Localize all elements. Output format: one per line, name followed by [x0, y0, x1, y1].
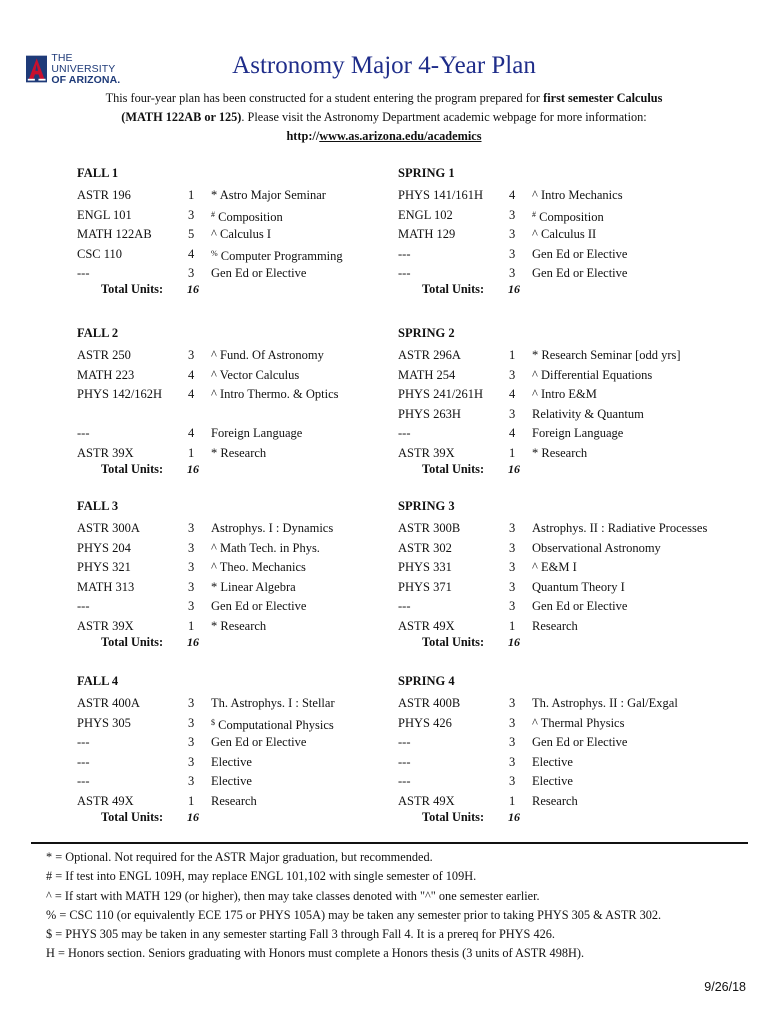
course-footnote-symbol: * — [532, 348, 539, 362]
course-description — [211, 206, 283, 226]
course-row — [77, 753, 437, 771]
course-footnote-symbol: $ — [211, 717, 215, 727]
course-code: PHYS 371 — [398, 579, 452, 594]
course-row — [398, 733, 758, 751]
course-description-text: Intro Mechanics — [541, 188, 623, 202]
revision-date: 9/26/18 — [704, 980, 746, 994]
course-code: ASTR 39X — [398, 446, 455, 460]
course-units: 4 — [188, 367, 195, 382]
course-description-text: Thermal Physics — [540, 715, 625, 730]
course-description — [211, 578, 296, 596]
course-footnote-symbol: * — [211, 446, 218, 460]
course-description-text: Intro E&M — [541, 387, 597, 402]
course-description — [211, 617, 266, 635]
course-code: ASTR 300B — [398, 521, 461, 535]
course-row — [77, 264, 437, 282]
total-units-value: 16 — [187, 461, 199, 476]
course-description-text: Intro Thermo. & Optics — [220, 387, 339, 402]
course-footnote-symbol: ^ — [211, 367, 217, 382]
course-description-text: Astrophys. II : Radiative Processes — [532, 521, 708, 535]
semester-heading-fall-4: FALL 4 — [77, 674, 119, 688]
course-description-text: Th. Astrophys. II : Gal/Exgal — [532, 696, 678, 710]
course-description — [532, 558, 577, 576]
course-footnote-symbol: ^ — [532, 560, 538, 575]
course-description-text: Gen Ed or Elective — [211, 599, 307, 614]
course-units: 3 — [509, 266, 516, 281]
course-row — [398, 206, 758, 224]
course-code: ASTR 49X — [398, 794, 455, 808]
course-row — [398, 519, 758, 537]
course-units: 3 — [509, 246, 516, 261]
course-description-text: Computational Physics — [218, 717, 334, 732]
course-description-text: Th. Astrophys. I : Stellar — [211, 696, 335, 710]
course-description — [532, 245, 627, 263]
course-row — [77, 366, 437, 384]
course-units: 1 — [509, 348, 516, 362]
course-code: MATH 122AB — [77, 227, 152, 242]
course-description — [211, 733, 306, 751]
academics-link[interactable]: www.as.arizona.edu/academics — [319, 129, 482, 143]
course-description — [211, 424, 302, 442]
course-row — [77, 245, 437, 263]
course-units: 3 — [188, 266, 195, 281]
course-units: 4 — [509, 188, 516, 202]
footnote-line: * = Optional. Not required for the ASTR Major graduation, but recommended. — [46, 850, 433, 864]
footnote-line: # = If test into ENGL 109H, may replace ENGL 101,102 with single semester of 109H. — [46, 869, 477, 884]
course-units: 4 — [509, 387, 516, 402]
course-row — [77, 694, 437, 712]
course-code: --- — [398, 774, 411, 789]
course-units: 3 — [509, 560, 516, 575]
course-code: ASTR 39X — [77, 619, 134, 633]
course-description-text: Elective — [211, 774, 252, 789]
total-units-value: 16 — [508, 634, 520, 649]
course-code: PHYS 142/162H — [77, 387, 163, 402]
course-description — [532, 186, 623, 204]
course-row — [77, 539, 437, 557]
course-description-text: Relativity & Quantum — [532, 406, 644, 421]
course-units: 5 — [188, 227, 195, 242]
course-description — [532, 519, 707, 537]
course-code: ENGL 102 — [398, 207, 453, 222]
course-row — [77, 597, 437, 615]
course-description — [532, 206, 604, 226]
course-footnote-symbol: ^ — [211, 540, 217, 555]
course-units: 3 — [509, 521, 516, 535]
course-description-text: Computer Programming — [220, 248, 343, 263]
course-row — [398, 792, 758, 810]
course-code: --- — [77, 774, 90, 789]
course-units: 3 — [188, 579, 195, 594]
course-description — [532, 733, 627, 751]
course-units: 3 — [509, 579, 516, 594]
course-code: MATH 223 — [77, 367, 135, 382]
course-code: PHYS 204 — [77, 540, 131, 555]
total-units-label: Total Units: — [101, 461, 164, 476]
intro-paragraph — [40, 89, 728, 146]
course-code: ASTR 400A — [77, 696, 140, 710]
course-units: 3 — [509, 735, 516, 750]
course-description — [211, 597, 306, 615]
course-code: ASTR 196 — [77, 188, 131, 202]
course-row — [77, 558, 437, 576]
course-footnote-symbol: ^ — [211, 560, 217, 575]
course-footnote-symbol: ^ — [532, 715, 538, 730]
course-row — [398, 444, 758, 462]
course-description-text: Elective — [532, 774, 573, 789]
course-code: --- — [398, 754, 411, 769]
total-units-label: Total Units: — [101, 809, 164, 824]
semester-heading-fall-1: FALL 1 — [77, 166, 119, 180]
course-code: PHYS 321 — [77, 560, 131, 575]
course-units: 1 — [188, 794, 195, 808]
course-code: CSC 110 — [77, 246, 123, 261]
course-description — [211, 792, 257, 810]
course-description — [211, 714, 334, 734]
course-units: 3 — [188, 754, 195, 769]
course-code: PHYS 305 — [77, 715, 131, 730]
course-row — [398, 539, 758, 557]
intro-bold-1: first semester Calculus — [543, 91, 663, 105]
course-row — [398, 424, 758, 442]
course-row — [77, 225, 437, 243]
course-units: 3 — [509, 599, 516, 614]
course-units: 4 — [188, 246, 195, 261]
course-row — [77, 617, 437, 635]
course-description-text: Elective — [532, 754, 573, 769]
course-units: 3 — [188, 540, 195, 555]
course-row — [398, 366, 758, 384]
course-row — [398, 186, 758, 204]
course-description — [211, 772, 252, 790]
course-row — [398, 714, 758, 732]
footnote-line: % = CSC 110 (or equivalently ECE 175 or PHYS 105A) may be taken any semester prior to taking PHYS 305 & ASTR 302. — [46, 907, 662, 922]
course-code: ENGL 101 — [77, 207, 132, 222]
course-footnote-symbol: * — [532, 446, 539, 460]
course-row — [77, 385, 437, 403]
course-row — [77, 733, 437, 751]
course-units: 3 — [509, 774, 516, 789]
course-description — [532, 694, 678, 712]
link-prefix: http:// — [286, 129, 320, 143]
total-units-label: Total Units: — [422, 461, 485, 476]
course-description-text: Research — [532, 794, 578, 808]
course-code: PHYS 141/161H — [398, 188, 484, 202]
course-description — [211, 539, 320, 557]
course-description-text: Math Tech. in Phys. — [220, 540, 320, 555]
course-description-text: Research — [220, 446, 267, 460]
course-code: ASTR 302 — [398, 540, 452, 555]
course-footnote-symbol: ^ — [532, 227, 538, 242]
course-description-text: Differential Equations — [541, 367, 653, 382]
course-row — [77, 405, 437, 423]
course-description — [532, 539, 661, 557]
course-description-text: E&M I — [541, 560, 577, 575]
semester-heading-spring-1: SPRING 1 — [398, 166, 455, 180]
course-description — [532, 225, 596, 243]
total-units-value: 16 — [187, 809, 199, 824]
course-description — [532, 346, 681, 364]
course-description-text: Quantum Theory I — [532, 579, 625, 594]
course-footnote-symbol: # — [532, 209, 536, 219]
course-description-text: Gen Ed or Elective — [211, 735, 307, 750]
total-units-label: Total Units: — [422, 282, 485, 296]
intro-text-2: . Please visit the Astronomy Department academic webpage for more information: — [241, 110, 647, 124]
course-description-text: Foreign Language — [211, 426, 303, 441]
course-units: 1 — [509, 446, 516, 460]
course-description — [532, 578, 625, 596]
page-title: Astronomy Major 4-Year Plan — [232, 52, 536, 79]
course-code: --- — [77, 266, 90, 281]
course-code: --- — [398, 426, 411, 441]
course-code: --- — [398, 246, 411, 261]
course-row — [398, 772, 758, 790]
course-description-text: Gen Ed or Elective — [532, 246, 628, 261]
course-code: PHYS 241/261H — [398, 387, 484, 402]
course-description — [211, 694, 335, 712]
course-row — [77, 346, 437, 364]
course-description-text: Linear Algebra — [220, 579, 296, 594]
course-units: 3 — [509, 696, 516, 710]
course-description — [211, 186, 326, 204]
course-description — [532, 385, 597, 403]
course-description — [532, 617, 578, 635]
logo-line-1: THE UNIVERSITY — [51, 51, 116, 75]
total-units-value: 16 — [508, 461, 520, 476]
course-code: ASTR 400B — [398, 696, 461, 710]
course-description-text: Research — [541, 446, 588, 460]
course-description — [211, 753, 252, 771]
course-row — [398, 385, 758, 403]
footnote-line: H = Honors section. Seniors graduating with Honors must complete a Honors thesis (3 units of ASTR 498H). — [46, 946, 585, 961]
course-footnote-symbol: ^ — [532, 367, 538, 382]
course-description — [211, 385, 339, 403]
course-row — [77, 424, 437, 442]
semester-heading-fall-3: FALL 3 — [77, 499, 119, 513]
course-description-text: Astro Major Seminar — [219, 188, 326, 202]
total-units-label: Total Units: — [422, 634, 485, 649]
course-code: ASTR 49X — [77, 794, 134, 808]
course-code: --- — [77, 754, 90, 769]
footnotes — [46, 848, 661, 964]
course-description — [532, 792, 578, 810]
course-description-text: Elective — [211, 754, 252, 769]
course-code: --- — [77, 599, 90, 614]
course-row — [398, 245, 758, 263]
course-description — [532, 405, 644, 423]
course-description — [532, 424, 623, 442]
course-row — [398, 753, 758, 771]
semester-heading-fall-2: FALL 2 — [77, 326, 119, 340]
course-row — [77, 519, 437, 537]
course-code: ASTR 296A — [398, 348, 461, 362]
intro-text-1: This four-year plan has been constructed for a student entering the program prepared for — [105, 91, 544, 105]
course-units: 3 — [509, 367, 516, 382]
course-code: PHYS 263H — [398, 406, 461, 421]
course-description-text: Gen Ed or Elective — [532, 599, 628, 614]
course-description — [532, 714, 624, 732]
course-row — [398, 225, 758, 243]
course-description — [532, 264, 627, 282]
course-footnote-symbol: * — [211, 188, 218, 202]
course-description-text: Foreign Language — [532, 426, 624, 441]
course-description — [532, 444, 587, 462]
course-code: ASTR 49X — [398, 619, 455, 633]
course-units: 3 — [509, 715, 516, 730]
course-row — [398, 578, 758, 596]
course-row — [77, 792, 437, 810]
course-description-text: Research Seminar [odd yrs] — [541, 348, 681, 362]
course-description — [211, 346, 324, 364]
course-code: ASTR 39X — [77, 446, 134, 460]
course-description — [211, 245, 343, 265]
course-description-text: Calculus I — [220, 227, 272, 242]
course-units: 3 — [188, 735, 195, 750]
course-row — [77, 206, 437, 224]
footnote-line: $ = PHYS 305 may be taken in any semester starting Fall 3 through Fall 4. It is a prereq for PHYS 426. — [46, 927, 555, 942]
course-row — [77, 714, 437, 732]
course-units: 1 — [188, 446, 195, 460]
course-units: 1 — [188, 619, 195, 633]
course-units: 1 — [188, 188, 195, 202]
total-units-label: Total Units: — [422, 809, 485, 824]
course-row — [398, 405, 758, 423]
course-description-text: Theo. Mechanics — [219, 560, 306, 575]
total-units-value: 16 — [508, 282, 520, 296]
course-description — [211, 519, 333, 537]
course-row — [77, 444, 437, 462]
semester-heading-spring-2: SPRING 2 — [398, 326, 455, 340]
course-units: 3 — [188, 207, 195, 222]
course-units: 4 — [509, 426, 516, 441]
course-footnote-symbol: # — [211, 209, 215, 219]
course-footnote-symbol: ^ — [532, 188, 538, 202]
course-units: 3 — [509, 540, 516, 555]
logo-line-2: OF ARIZONA. — [51, 73, 121, 86]
total-units-value: 16 — [508, 809, 520, 824]
course-row — [77, 186, 437, 204]
course-row — [398, 694, 758, 712]
footnote-line: ^ = If start with MATH 129 (or higher), then may take classes denoted with "^" one semester earlier. — [46, 888, 540, 903]
course-code: --- — [398, 735, 411, 750]
intro-bold-2: (MATH 122AB or 125) — [121, 110, 242, 124]
course-description — [211, 264, 306, 282]
course-units: 3 — [509, 754, 516, 769]
course-units: 3 — [188, 560, 195, 575]
course-code: --- — [77, 426, 90, 441]
course-description-text: Composition — [539, 209, 604, 224]
course-code: --- — [77, 735, 90, 750]
course-footnote-symbol: * — [211, 579, 218, 594]
course-code: ASTR 250 — [77, 348, 131, 362]
course-description-text: Gen Ed or Elective — [532, 735, 628, 750]
course-footnote-symbol: ^ — [211, 227, 217, 242]
course-footnote-symbol: ^ — [211, 387, 217, 402]
course-description-text: Research — [211, 794, 257, 808]
course-row — [77, 578, 437, 596]
course-description — [211, 366, 299, 384]
course-description-text: Gen Ed or Elective — [211, 266, 307, 281]
course-code: --- — [398, 599, 411, 614]
course-description — [211, 444, 266, 462]
course-row — [398, 617, 758, 635]
course-units: 3 — [188, 774, 195, 789]
course-units: 3 — [188, 348, 195, 362]
total-units-label: Total Units: — [101, 634, 164, 649]
course-description-text: Astrophys. I : Dynamics — [211, 521, 334, 535]
course-code: MATH 313 — [77, 579, 135, 594]
course-row — [398, 558, 758, 576]
course-description-text: Vector Calculus — [219, 367, 300, 382]
course-units: 4 — [188, 387, 195, 402]
course-units: 1 — [509, 794, 516, 808]
course-description — [532, 366, 652, 384]
course-code: ASTR 300A — [77, 521, 140, 535]
course-units: 3 — [188, 599, 195, 614]
course-code: --- — [398, 266, 411, 281]
course-footnote-symbol: % — [211, 248, 218, 258]
course-description — [532, 597, 627, 615]
semester-heading-spring-4: SPRING 4 — [398, 674, 455, 688]
course-description — [532, 772, 573, 790]
course-row — [398, 264, 758, 282]
course-units: 4 — [188, 426, 195, 441]
course-code: PHYS 331 — [398, 560, 452, 575]
course-description-text: Calculus II — [541, 227, 597, 242]
course-units: 3 — [188, 696, 195, 710]
course-code: MATH 254 — [398, 367, 456, 382]
course-description — [211, 225, 271, 243]
course-code: MATH 129 — [398, 227, 456, 242]
course-description-text: Composition — [218, 209, 283, 224]
course-units: 3 — [509, 227, 516, 242]
course-description-text: Research — [220, 619, 267, 633]
course-units: 3 — [509, 207, 516, 222]
course-footnote-symbol: * — [211, 619, 218, 633]
course-footnote-symbol: ^ — [211, 348, 217, 362]
course-units: 1 — [509, 619, 516, 633]
course-units: 3 — [188, 521, 195, 535]
course-code: PHYS 426 — [398, 715, 452, 730]
course-description-text: Gen Ed or Elective — [532, 266, 628, 281]
semester-heading-spring-3: SPRING 3 — [398, 499, 455, 513]
course-units: 3 — [188, 715, 195, 730]
course-description — [211, 558, 306, 576]
course-footnote-symbol: ^ — [532, 387, 538, 402]
course-row — [398, 346, 758, 364]
total-units-label: Total Units: — [101, 282, 164, 296]
course-row — [77, 772, 437, 790]
divider — [31, 842, 748, 844]
course-row — [398, 597, 758, 615]
course-description — [532, 753, 573, 771]
course-description-text: Fund. Of Astronomy — [220, 348, 324, 362]
total-units-value: 16 — [187, 634, 199, 649]
course-description-text: Research — [532, 619, 578, 633]
total-units-value: 16 — [187, 282, 199, 296]
course-units: 3 — [509, 406, 516, 421]
course-description-text: Observational Astronomy — [532, 540, 661, 555]
